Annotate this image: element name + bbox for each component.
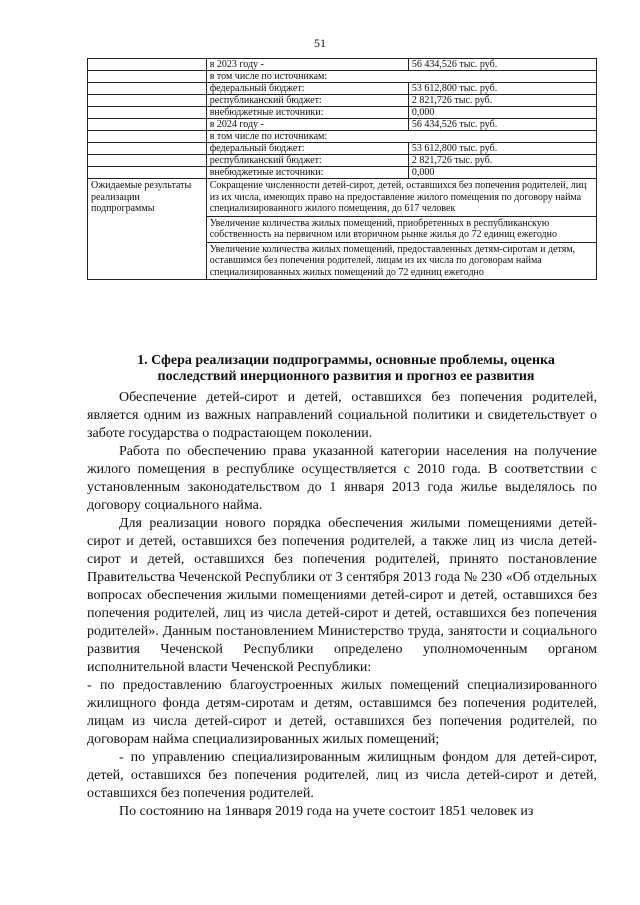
source-label: внебюджетные источники: <box>206 107 408 119</box>
table-cell-empty <box>88 131 207 143</box>
source-label: внебюджетные источники: <box>206 167 408 179</box>
table-row <box>88 107 597 119</box>
table-cell-empty <box>88 95 207 107</box>
table-row <box>88 83 597 95</box>
table-row <box>88 95 597 107</box>
page-number: 51 <box>314 36 326 50</box>
table-cell-empty <box>88 119 207 131</box>
paragraph: Для реализации нового порядка обеспечения жилыми помещениями детей-сирот и детей, оставшихся без попечения родителей, а также лиц из числа детей-сирот и детей, оставшихся без попечения родителей, принято постановление Правительства Чеченской Республики от 3 сентября 2013 года № 230 «Об отдельных вопросах обеспечения жилыми помещениями детей-сирот и детей, оставшихся без попечения родителей, лиц из числа детей-сирот и детей, оставшихся без попечения родителей». Данным постановлением Министерство труда, занятости и социального развития Чеченской Республики определено уполномоченным органом исполнительной власти Чеченской Республики: <box>87 516 597 675</box>
table-row <box>88 71 597 83</box>
expected-result: Увеличение количества жилых помещений, предоставленных детям-сиротам и детям, оставшимся без попечения родителей, лицам из их числа по договорам найма специализированных жилых помещений до 72 единиц ежегодно <box>206 242 596 280</box>
paragraph: По состоянию на 1января 2019 года на учете состоит 1851 человек из <box>119 804 534 819</box>
table-cell-empty <box>88 71 207 83</box>
paragraph: Обеспечение детей-сирот и детей, оставшихся без попечения родителей, является одним из важных направлений социальной политики и свидетельствует о заботе государства о подрастающем поколении. <box>87 390 597 441</box>
source-label: в 2023 году - <box>206 59 408 71</box>
amount-value: 2 821,726 тыс. руб. <box>408 95 596 107</box>
amount-value: 2 821,726 тыс. руб. <box>408 155 596 167</box>
source-label: республиканский бюджет: <box>206 95 408 107</box>
source-label: федеральный бюджет: <box>206 143 408 155</box>
table-row <box>88 155 597 167</box>
table-cell-empty <box>88 107 207 119</box>
table-row <box>88 131 597 143</box>
paragraph: Работа по обеспечению права указанной категории населения на получение жилого помещения в республике осуществляется с 2010 года. В соответствии с установленным законодательством до 1 января 2013 года жилье выделялось по договору социального найма. <box>87 444 597 513</box>
table-cell-empty <box>88 155 207 167</box>
table-row <box>88 59 597 71</box>
table-cell-empty <box>88 143 207 155</box>
amount-value: 56 434,526 тыс. руб. <box>408 119 596 131</box>
table-cell-empty <box>88 167 207 179</box>
list-item: - по предоставлению благоустроенных жилых помещений специализированного жилищного фонда детям-сиротам и детям, оставшимся без попечения родителей, лицам из числа детей-сирот и детей, оставшихся без попечения родителей, по договорам найма специализированных жилых помещений; <box>87 678 597 747</box>
source-label: в 2024 году - <box>206 119 408 131</box>
body-text <box>87 389 597 821</box>
amount-value: 53 612,800 тыс. руб. <box>408 83 596 95</box>
amount-value: 0,000 <box>408 107 596 119</box>
results-header: Ожидаемые результаты реализации подпрограммы <box>88 179 207 280</box>
finance-table <box>87 58 597 280</box>
amount-value: 0,000 <box>408 167 596 179</box>
source-label: федеральный бюджет: <box>206 83 408 95</box>
amount-value: 53 612,800 тыс. руб. <box>408 143 596 155</box>
source-label: республиканский бюджет: <box>206 155 408 167</box>
section-heading: 1. Сфера реализации подпрограммы, основные проблемы, оценка последствий инерционного развития и прогноз ее развития <box>137 353 555 384</box>
table-row <box>88 167 597 179</box>
table-row <box>88 119 597 131</box>
table-cell-empty <box>88 59 207 71</box>
list-item: - по управлению специализированным жилищным фондом для детей-сирот, детей, оставшихся без попечения родителей, лиц из числа детей-сирот и детей, оставшихся без попечения родителей. <box>87 750 597 801</box>
source-label: в том числе по источникам: <box>206 131 596 143</box>
source-label: в том числе по источникам: <box>206 71 596 83</box>
results-row <box>88 179 597 217</box>
table-row <box>88 143 597 155</box>
expected-result: Увеличение количества жилых помещений, приобретенных в республиканскую собственность на первичном или вторичном рынке жилья до 72 единиц ежегодно <box>206 216 596 242</box>
table-cell-empty <box>88 83 207 95</box>
expected-result: Сокращение численности детей-сирот, детей, оставшихся без попечения родителей, лиц из их числа, имеющих право на предоставление жилого помещения по договору найма специализированного жилого помещения, до 617 человек <box>206 179 596 217</box>
amount-value: 56 434,526 тыс. руб. <box>408 59 596 71</box>
